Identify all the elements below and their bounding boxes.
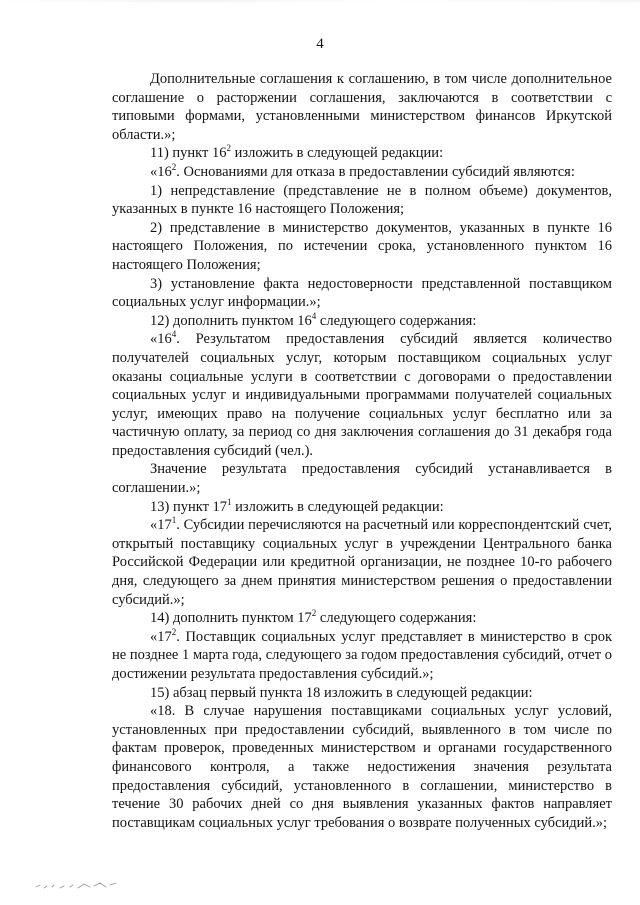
paragraph-item-14 (112, 609, 612, 628)
text-segment: изложить в следующей редакции: (231, 145, 444, 162)
superscript: 4 (311, 310, 317, 321)
paragraph-item-12 (112, 312, 612, 331)
paragraph-result-value: Значение результата предоставления субсидий устанавливается в соглашении.»; (112, 461, 612, 497)
paragraph-ground-3: 3) установление факта недостоверности представленной поставщиком социальных услуг информации.»; (112, 275, 612, 311)
text-segment: следующего содержания: (316, 312, 477, 329)
text-segment: изложить в следующей редакции: (231, 498, 444, 515)
text-segment: 13) пункт 17 (150, 498, 228, 515)
scan-top-edge (0, 0, 640, 2)
paragraph-16-2-grounds (112, 163, 612, 182)
superscript: 4 (171, 329, 177, 340)
text-segment: «17 (150, 628, 172, 645)
text-segment: «16 (150, 331, 172, 348)
text-segment: . Основаниями для отказа в предоставлении субсидий являются: (176, 163, 575, 180)
document-body (112, 70, 612, 832)
superscript: 2 (311, 608, 317, 619)
paragraph-item-11 (112, 144, 612, 163)
paragraph-17-2-report (112, 628, 612, 684)
text-segment: . Результатом предоставления субсидий является количество получателей социальных услуг, которым поставщиком социальных услуг оказаны социальные услуги в соответствии с договорами о предоставлении социальных услуг и индивидуальными программами получателей социальных услуг, имеющих право на получение социальных услуг бесплатно или за частичную оплату, за период со дня заключения соглашения до 31 декабря года предоставления субсидий (чел.). (112, 331, 612, 459)
superscript: 2 (171, 162, 177, 173)
paragraph-ground-2: 2) представление в министерство документов, указанных в пункте 16 настоящего Положения, по истечении срока, установленного пунктом 16 настоящего Положения; (112, 219, 612, 273)
text-segment: следующего содержания: (316, 610, 477, 627)
text-segment: . Субсидии перечисляются на расчетный или корреспондентский счет, открытый поставщику социальных услуг в учреждении Центрального банка Российской Федерации или кредитной организации, не позднее 10-го рабочего дня, следующего за днем принятия министерством решения о предоставлении субсидий.»; (112, 517, 612, 608)
paragraph-additional-agreements: Дополнительные соглашения к соглашению, в том числе дополнительное соглашение о расторжении соглашения, заключаются в соответствии с типовыми формами, установленными министерством финансов Иркутской области.»; (112, 71, 612, 143)
paragraph-17-1-transfer (112, 516, 612, 609)
text-segment: «16 (150, 163, 172, 180)
text-segment: 12) дополнить пунктом 16 (150, 312, 312, 329)
text-segment: . Поставщик социальных услуг представляет в министерство в срок не позднее 1 марта года, следующего за годом предоставления субсидий, отчет о достижении результата предоставления субсидий.»; (112, 628, 612, 682)
text-segment: 14) дополнить пунктом 17 (150, 610, 312, 627)
text-segment: 11) пункт 16 (150, 145, 227, 162)
paragraph-item-13 (112, 498, 612, 517)
paragraph-item-15: 15) абзац первый пункта 18 изложить в следующей редакции: (150, 684, 533, 701)
scan-artifact-mark (34, 878, 124, 892)
superscript: 1 (171, 515, 177, 526)
paragraph-16-4-result (112, 330, 612, 460)
text-segment: «17 (150, 517, 172, 534)
superscript: 2 (171, 626, 177, 637)
superscript: 1 (227, 496, 232, 507)
page-number: 4 (316, 36, 324, 52)
paragraph-18-violation: «18. В случае нарушения поставщиками социальных услуг условий, установленных при предоставлении субсидий, выявленного в том числе по фактам проверок, проведенных министерством и органами государственного финансового контроля, а также недостижения значения результата предоставления субсидий, установленного в соглашении, министерство в течение 30 рабочих дней со дня выявления указанных фактов направляет поставщикам социальных услуг требования о возврате полученных субсидий.»; (112, 703, 612, 831)
paragraph-ground-1: 1) непредставление (представление не в полном объеме) документов, указанных в пункте 16 настоящего Положения; (112, 182, 612, 218)
superscript: 2 (226, 143, 232, 154)
